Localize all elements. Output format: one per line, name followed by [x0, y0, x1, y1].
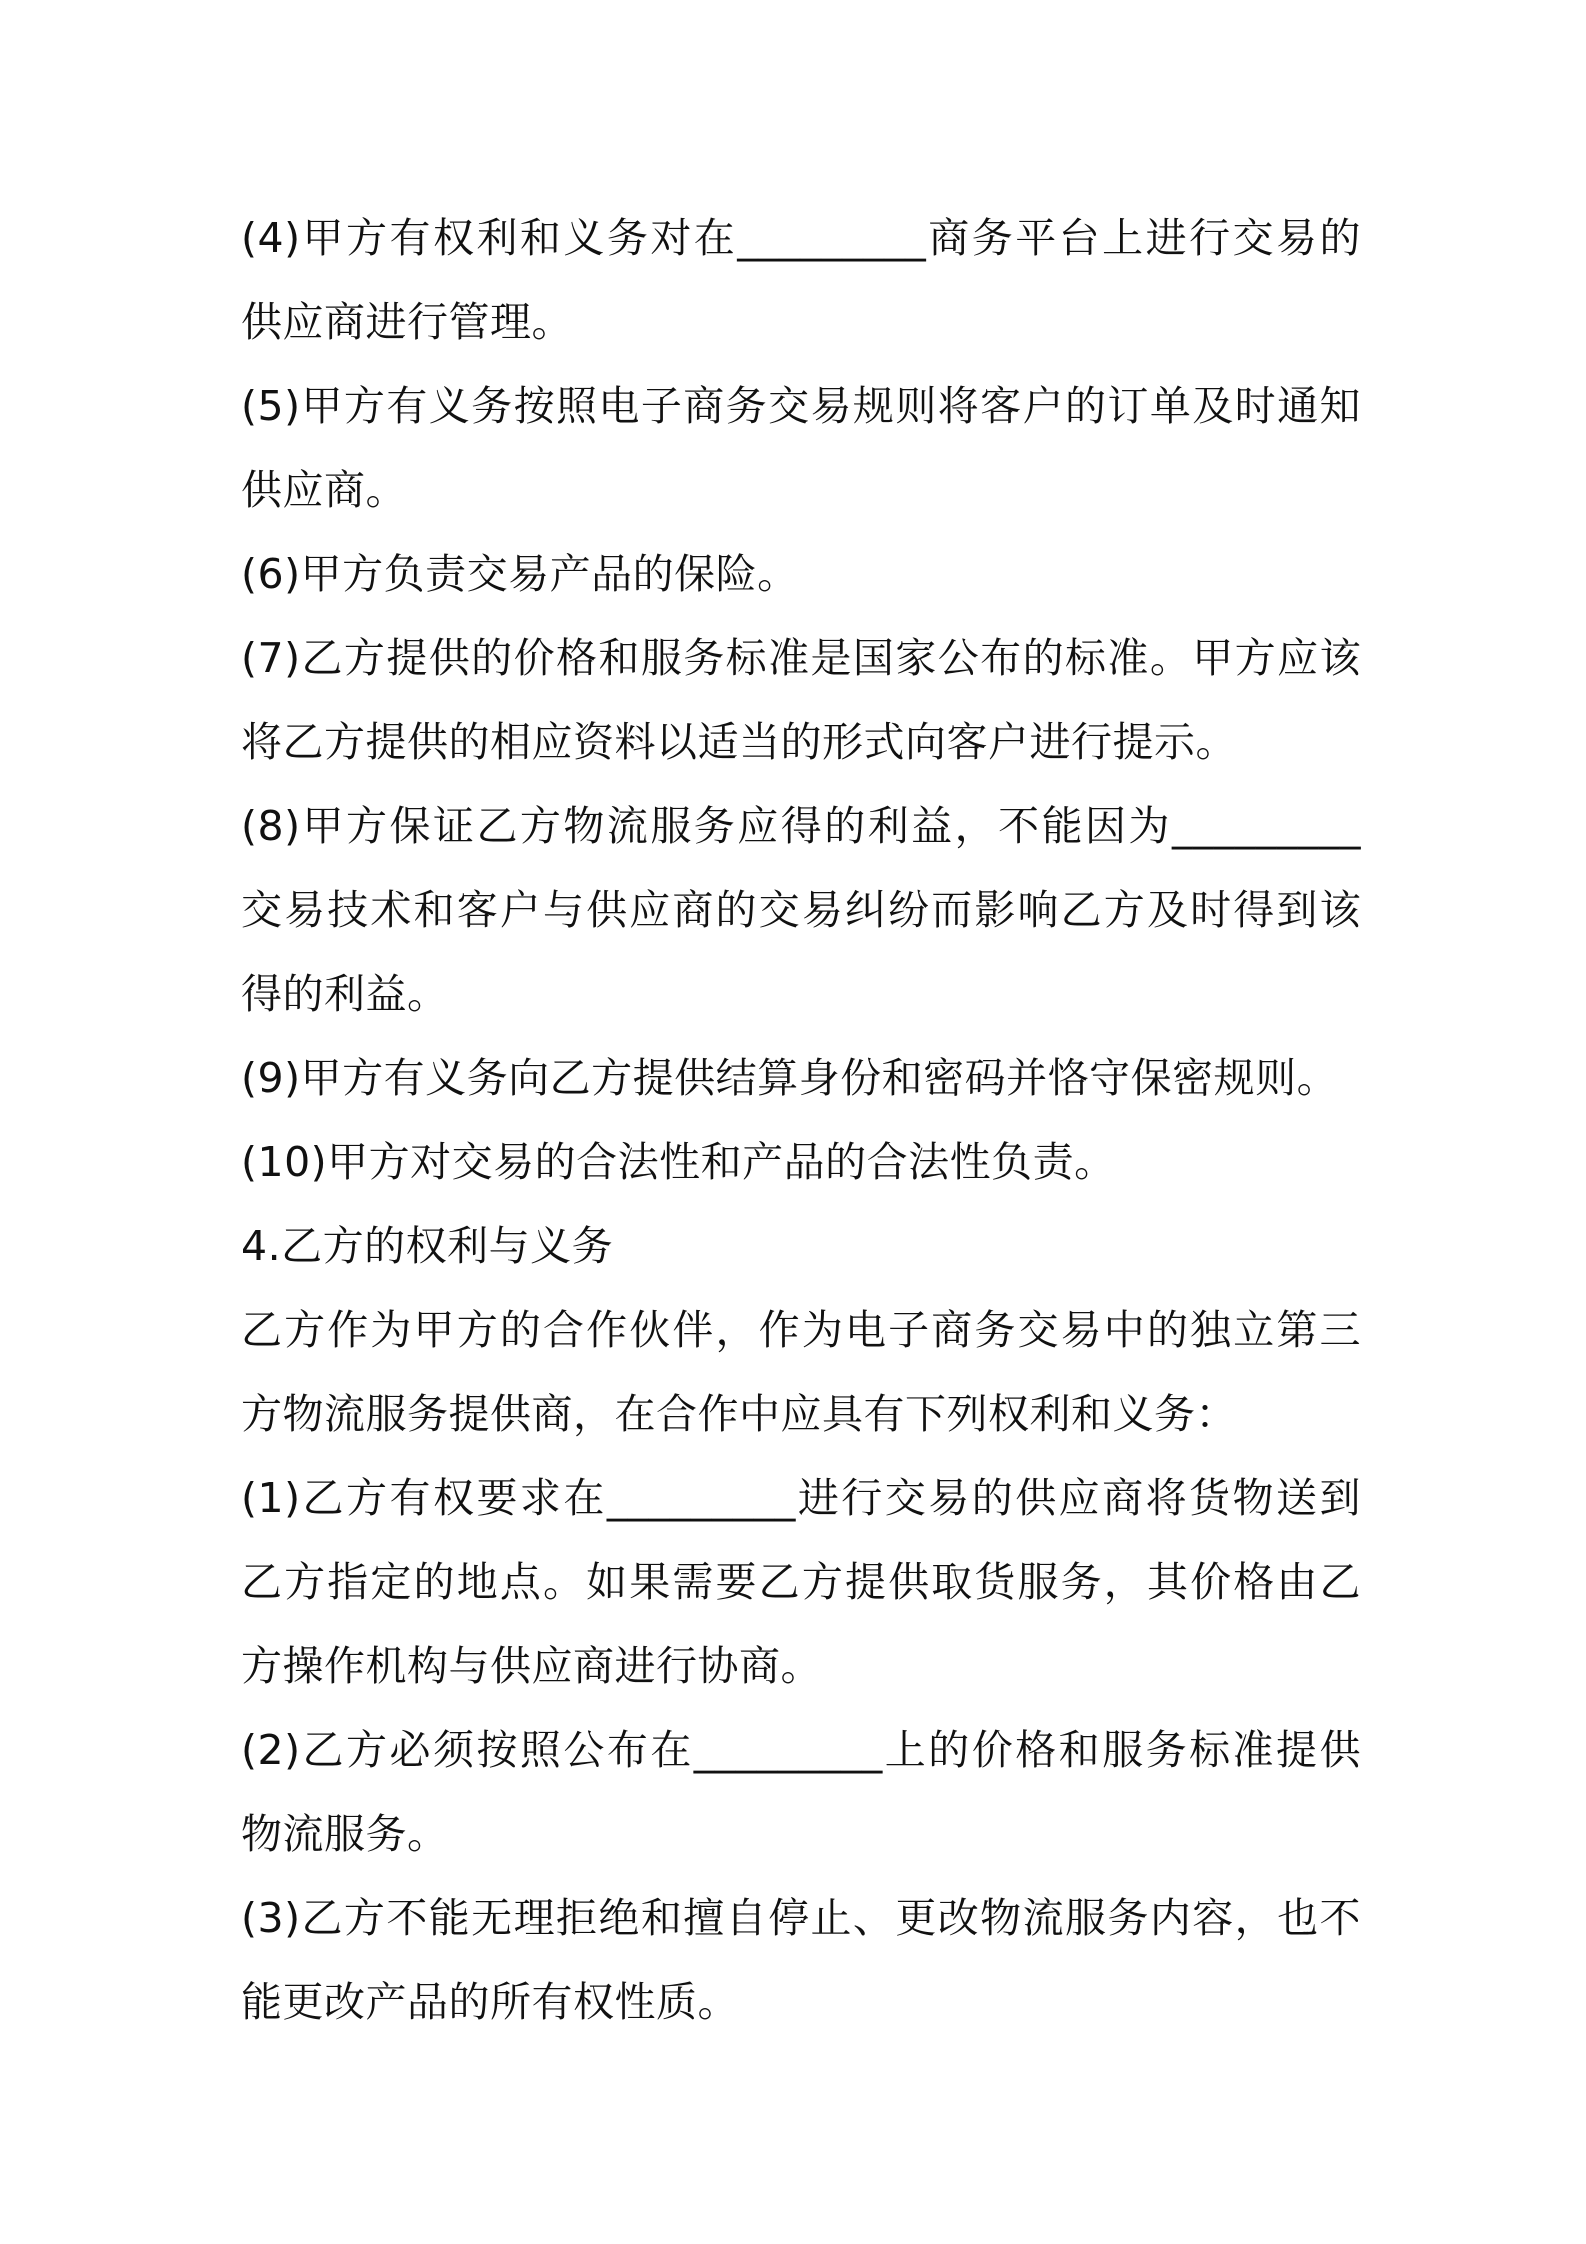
clause-party-b-1: (1)乙方有权要求在_________进行交易的供应商将货物送到乙方指定的地点。如果需要乙方提供取货服务，其价格由乙方操作机构与供应商进行协商。	[241, 1474, 1361, 1690]
clause-party-a-8: (8)甲方保证乙方物流服务应得的利益，不能因为_________交易技术和客户与供应商的交易纠纷而影响乙方及时得到该得的利益。	[241, 802, 1361, 1018]
clause-party-a-10: (10)甲方对交易的合法性和产品的合法性负责。	[241, 1138, 1116, 1186]
clause-party-b-2: (2)乙方必须按照公布在_________上的价格和服务标准提供物流服务。	[241, 1726, 1361, 1858]
clause-party-a-7: (7)乙方提供的价格和服务标准是国家公布的标准。甲方应该将乙方提供的相应资料以适当的形式向客户进行提示。	[241, 634, 1361, 766]
section-heading: 4.乙方的权利与义务	[241, 1222, 614, 1270]
clause-party-a-6: (6)甲方负责交易产品的保险。	[241, 550, 799, 598]
clause-party-a-5: (5)甲方有义务按照电子商务交易规则将客户的订单及时通知供应商。	[241, 382, 1361, 514]
clause-party-b-3: (3)乙方不能无理拒绝和擅自停止、更改物流服务内容，也不能更改产品的所有权性质。	[241, 1894, 1361, 2026]
clause-party-a-4: (4)甲方有权利和义务对在_________商务平台上进行交易的供应商进行管理。	[241, 214, 1361, 346]
clause-party-a-9: (9)甲方有义务向乙方提供结算身份和密码并恪守保密规则。	[241, 1054, 1339, 1102]
document-body	[241, 196, 1361, 2044]
section-intro: 乙方作为甲方的合作伙伴，作为电子商务交易中的独立第三方物流服务提供商，在合作中应具有下列权利和义务：	[241, 1306, 1361, 1438]
